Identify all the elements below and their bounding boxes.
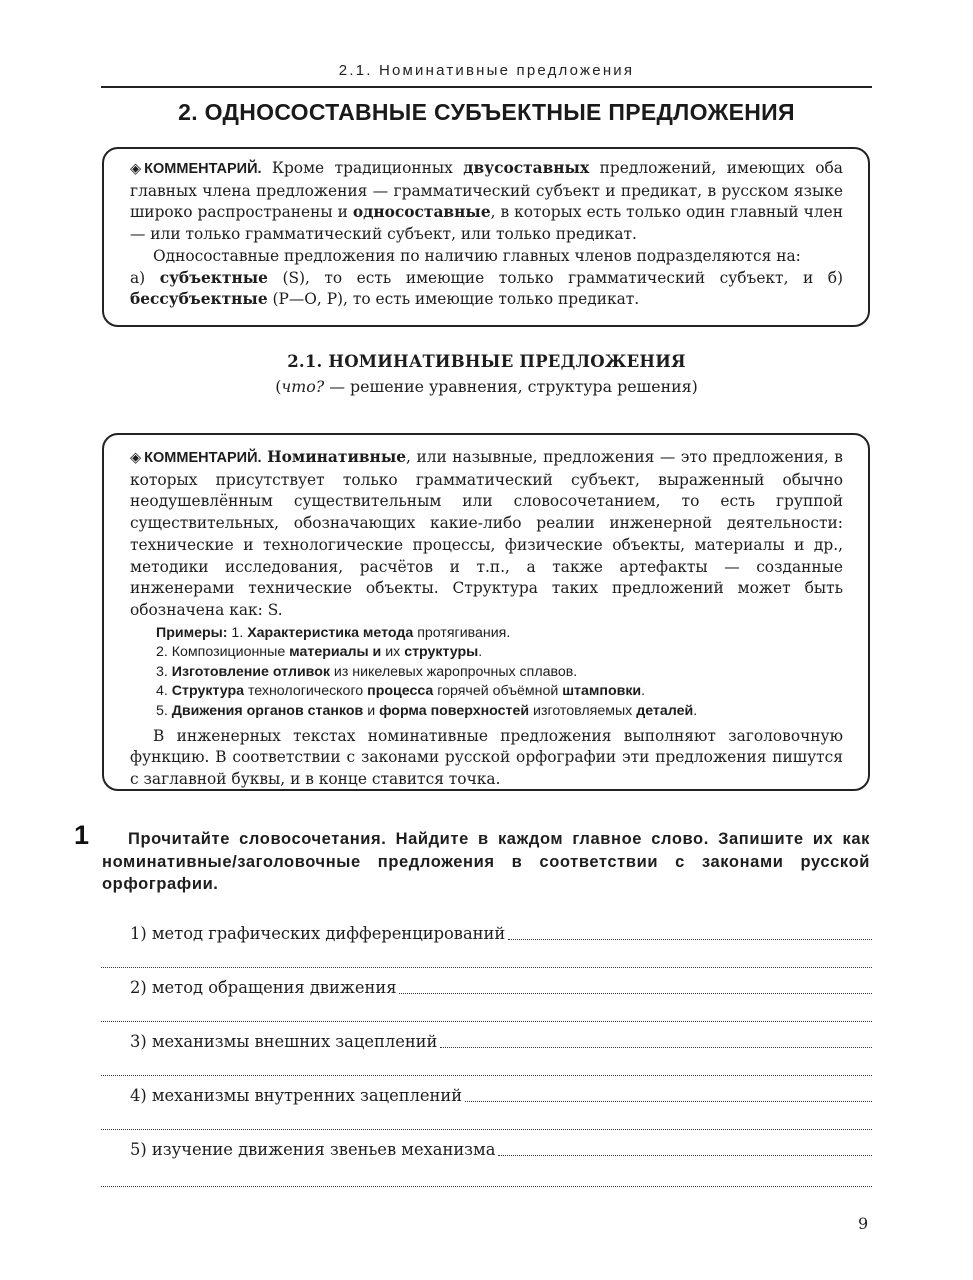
comment-box-1	[102, 147, 870, 327]
comment-1-paragraph-2: Односоставные предложения по наличию главных членов подразделяются на:	[153, 246, 801, 265]
section-subtitle: (что? — решение уравнения, структура решения)	[275, 377, 698, 396]
answer-item-3[interactable]	[130, 1030, 872, 1052]
task-instruction: Прочитайте словосочетания. Найдите в каждом главное слово. Запишите их как номинативные/заголовочные предложения в соответствии с законами русской орфографии.	[102, 830, 870, 893]
answer-blank-line[interactable]	[101, 1186, 872, 1187]
example-item: 4. Структура технологического процесса горячей объёмной штамповки.	[156, 683, 646, 700]
section-title: 2.1. НОМИНАТИВНЫЕ ПРЕДЛОЖЕНИЯ	[287, 352, 686, 371]
term-subektnye: субъектные	[159, 268, 268, 287]
comment-2-label: ◈ КОММЕНТАРИЙ.	[130, 450, 262, 466]
comment-1-paragraph-1: ◈ КОММЕНТАРИЙ. Кроме традиционных двусоставных предложений, имеющих оба главных члена предложения — грамматический субъект и предикат, в русском языке широко распространены и односоставные, в которых есть только один главный член — или только грамматический субъект, или только предикат.	[130, 159, 843, 244]
term-bessubektnye: бессубъектные	[130, 290, 268, 309]
comment-2-paragraph-1: ◈ КОММЕНТАРИЙ. Номинативные, или назывные, предложения — это предложения, в которых присутствует только грамматический субъект, выраженный обычно неодушевлённым существительным или словосочетанием, то есть группой существительных, обозначающих какие-либо реалии инженерной деятельности: технические и технологические процессы, физические объекты, материалы и др., методики исследования, расчётов и т.п., а также артефакты — созданные инженерами технические объекты. Структура таких предложений может быть обозначена как: S.	[130, 448, 843, 619]
answer-blank-line[interactable]	[101, 1021, 872, 1022]
term-dvusostavnyh: двусоставных	[463, 159, 590, 177]
page-number: 9	[858, 1214, 869, 1233]
term-nominativnye: Номинативные	[267, 448, 407, 466]
subtitle-question: что?	[281, 377, 325, 396]
diamond-marker-icon: ◈	[130, 450, 142, 466]
chapter-title: 2. ОДНОСОСТАВНЫЕ СУБЪЕКТНЫЕ ПРЕДЛОЖЕНИЯ	[178, 99, 795, 125]
comment-1-label: ◈ КОММЕНТАРИЙ.	[130, 161, 262, 177]
term-odnosostavnye: односоставные	[352, 203, 491, 222]
example-item: 3. Изготовление отливок из никелевых жаропрочных сплавов.	[156, 663, 578, 680]
diamond-marker-icon: ◈	[130, 161, 142, 177]
answer-phrase: 5) изучение движения звеньев механизма	[130, 1140, 496, 1159]
answer-fill-line[interactable]	[399, 993, 872, 994]
example-item: 2. Композиционные материалы и их структуры.	[156, 644, 483, 661]
answer-phrase: 3) механизмы внешних зацеплений	[130, 1032, 438, 1051]
answer-fill-line[interactable]	[440, 1047, 872, 1048]
running-head: 2.1. Номинативные предложения	[338, 62, 635, 79]
answer-phrase: 4) механизмы внутренних зацеплений	[130, 1086, 463, 1105]
comment-box-2	[102, 433, 870, 791]
answer-fill-line[interactable]	[465, 1101, 872, 1102]
answer-fill-line[interactable]	[508, 939, 872, 940]
answer-fill-line[interactable]	[498, 1155, 872, 1156]
examples-list	[156, 624, 843, 722]
header-rule	[101, 86, 872, 88]
example-item: 5. Движения органов станков и форма поверхностей изготовляемых деталей.	[156, 703, 698, 719]
task-number: 1	[74, 820, 90, 850]
examples-label: Примеры:	[156, 624, 228, 641]
answer-item-4[interactable]	[130, 1084, 872, 1106]
answer-phrase: 2) метод обращения движения	[130, 978, 397, 997]
answer-item-2[interactable]	[130, 976, 872, 998]
answer-item-1[interactable]	[130, 922, 872, 944]
answer-blank-line[interactable]	[101, 967, 872, 968]
answer-phrase: 1) метод графических дифференцирований	[130, 924, 506, 943]
answer-blank-line[interactable]	[101, 1075, 872, 1076]
answer-item-5[interactable]	[130, 1138, 872, 1160]
example-item: Примеры: 1. Характеристика метода протягивания.	[156, 624, 511, 641]
answer-blank-line[interactable]	[101, 1129, 872, 1130]
comment-1-paragraph-3: а) субъектные (S), то есть имеющие только грамматический субъект, и б) бессубъектные (Р—О, Р), то есть имеющие только предикат.	[130, 268, 844, 309]
comment-2-paragraph-2: В инженерных текстах номинативные предложения выполняют заголовочную функцию. В соответствии с законами русской орфографии эти предложения пишутся с заглавной буквы, и в конце ставится точка.	[130, 726, 843, 788]
